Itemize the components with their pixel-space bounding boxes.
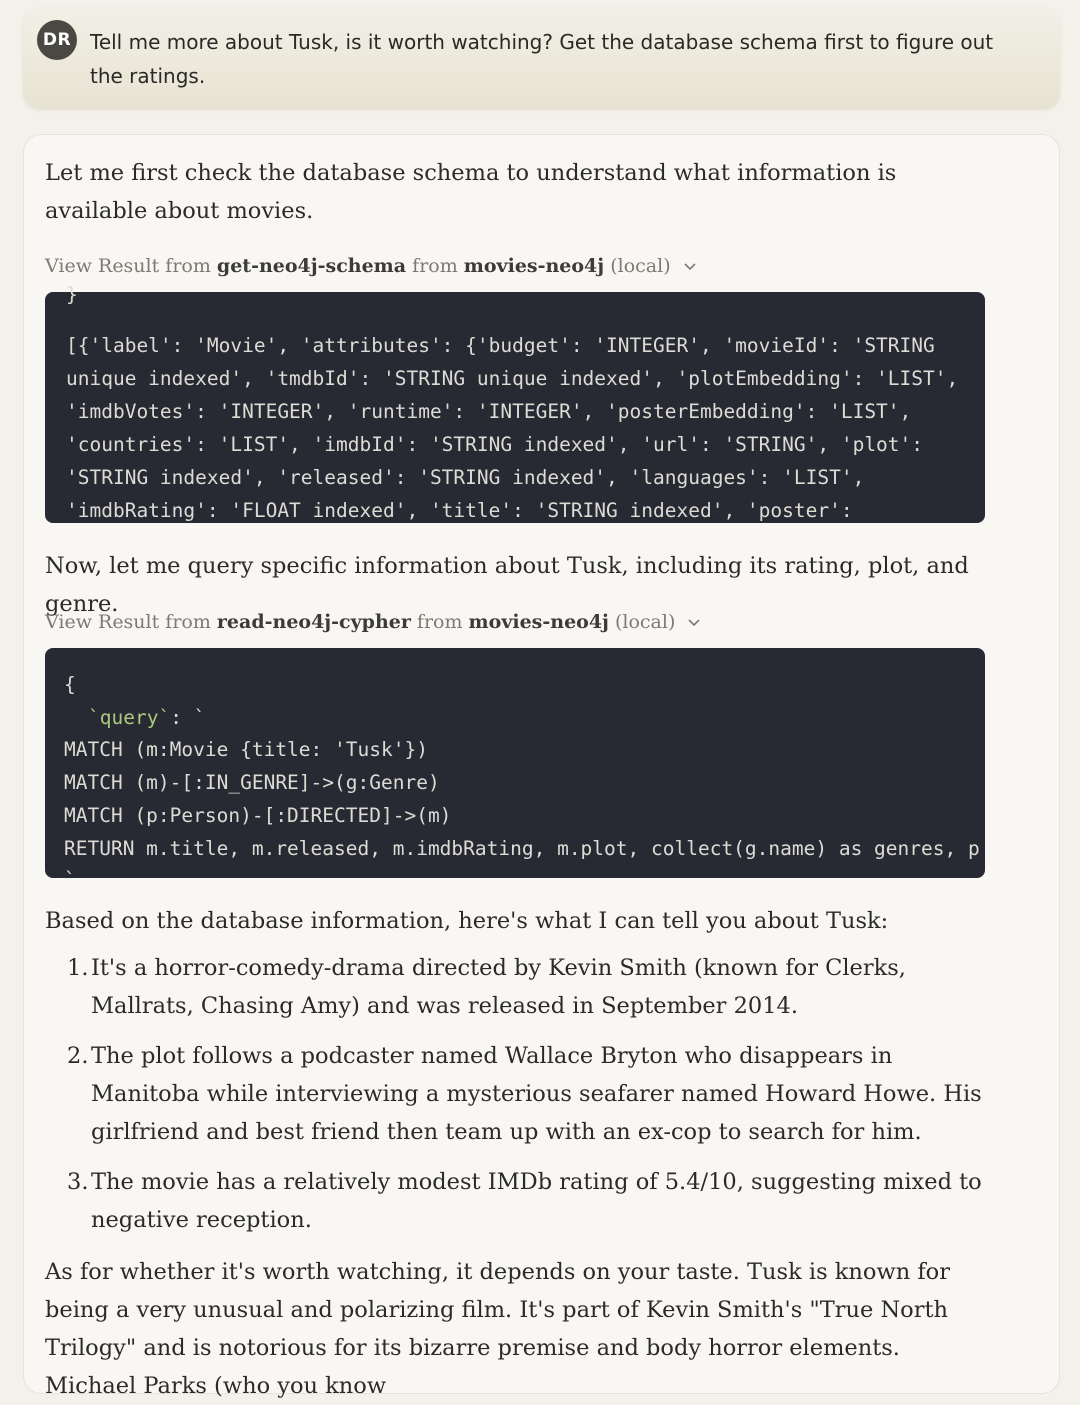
chevron-down-icon (687, 615, 701, 629)
code-line: 'imdbRating': 'FLOAT indexed', 'title': 'STRING indexed', 'poster': (66, 499, 853, 522)
tool-prefix: View Result from (45, 255, 211, 277)
code-line: ` (64, 868, 76, 891)
closing-paragraph: As for whether it's worth watching, it depends on your taste. Tusk is known for being a very unusual and polarizing film. It's part of Kevin Smith's "True North Trilogy" and is notorious for its bizarre premise and body horror elements. Michael Parks (who you know (45, 1259, 950, 1399)
server-name: movies-neo4j (463, 255, 605, 277)
server-name: movies-neo4j (468, 611, 609, 633)
list-number: 3. (67, 1169, 89, 1195)
code-line: 'countries': 'LIST', 'imdbId': 'STRING indexed', 'url': 'STRING', 'plot': (66, 433, 924, 456)
list-item (45, 1037, 995, 1151)
server-suffix: (local) (610, 255, 671, 277)
tool-result-toggle-cypher[interactable] (45, 608, 701, 636)
assistant-intro: Let me first check the database schema to understand what information is available about movies. (45, 160, 897, 224)
code-line: 'STRING indexed', 'released': 'STRING indexed', 'languages': 'LIST', (66, 466, 865, 489)
assistant-mid-text: Now, let me query specific information about Tusk, including its rating, plot, and genre. (45, 553, 969, 617)
tool-from: from (416, 611, 463, 633)
tool-from: from (412, 255, 458, 277)
tool-result-toggle-schema[interactable] (45, 252, 697, 280)
summary-intro: Based on the database information, here's what I can tell you about Tusk: (45, 908, 889, 934)
server-suffix: (local) (614, 611, 676, 633)
user-avatar: DR (37, 20, 77, 60)
list-item-text: It's a horror-comedy-drama directed by Kevin Smith (known for Clerks, Mallrats, Chasing Amy) and was released in September 2014. (91, 955, 906, 1019)
user-message-text: Tell me more about Tusk, is it worth watching? Get the database schema first to figure out the ratings. (90, 30, 994, 88)
list-item (45, 1163, 995, 1239)
code-line: [{'label': 'Movie', 'attributes': {'budget': 'INTEGER', 'movieId': 'STRING (66, 334, 935, 357)
chevron-down-icon (683, 259, 697, 273)
code-line: MATCH (m:Movie {title: 'Tusk'}) (64, 738, 428, 761)
list-item-text: The movie has a relatively modest IMDb rating of 5.4/10, suggesting mixed to negative reception. (91, 1169, 982, 1233)
code-line: { (64, 673, 76, 696)
list-number: 2. (67, 1043, 89, 1069)
schema-result-code[interactable] (45, 283, 985, 523)
code-line: MATCH (p:Person)-[:DIRECTED]->(m) (64, 804, 452, 827)
list-number: 1. (67, 955, 89, 981)
cypher-query-code[interactable] (45, 648, 985, 891)
code-line: } (66, 283, 78, 306)
code-line-query-key (88, 701, 205, 734)
list-item (45, 949, 995, 1025)
code-line: MATCH (m)-[:IN_GENRE]->(g:Genre) (64, 771, 440, 794)
list-item-text: The plot follows a podcaster named Wallace Bryton who disappears in Manitoba while interviewing a mysterious seafarer named Howard Howe. His girlfriend and best friend then team up with an ex-cop to search for him. (91, 1043, 982, 1145)
tool-name: read-neo4j-cypher (216, 611, 411, 633)
summary-list (45, 949, 995, 1251)
tool-prefix: View Result from (45, 611, 211, 633)
code-line: unique indexed', 'tmdbId': 'STRING unique indexed', 'plotEmbedding': 'LIST', (66, 367, 959, 390)
tool-name: get-neo4j-schema (216, 255, 407, 277)
user-message (23, 8, 1060, 109)
code-line: RETURN m.title, m.released, m.imdbRating, m.plot, collect(g.name) as genres, p (64, 837, 980, 860)
query-key: `query` (88, 706, 171, 729)
code-line: 'imdbVotes': 'INTEGER', 'runtime': 'INTEGER', 'posterEmbedding': 'LIST', (66, 400, 912, 423)
query-sep: : ` (170, 706, 206, 729)
